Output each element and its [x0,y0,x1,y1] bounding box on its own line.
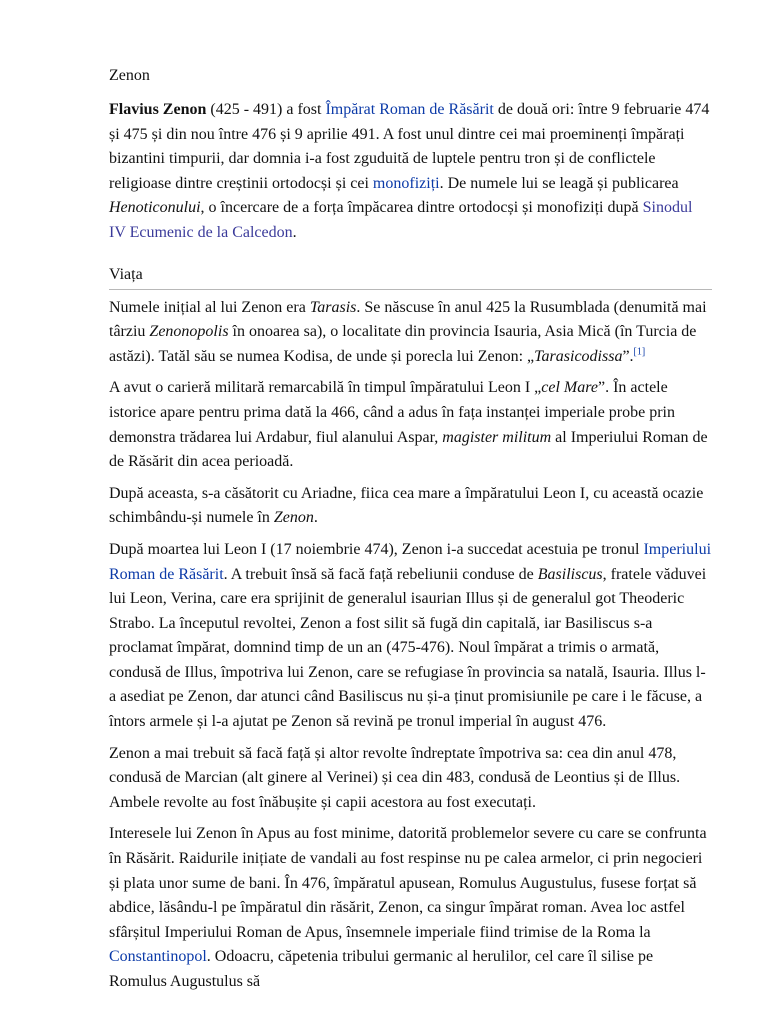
paragraph-text: Interesele lui Zenon în Apus au fost minime, datorită problemelor severe cu care se confrunta în Răsărit. Raidurile inițiate de vandali au fost respinse nu pe calea armelor, ci prin negocieri și plata unor sume de bani. În 476, împăratul apusean, Romulus Augustulus, fusese forțat să abdice, lăsându-l pe împăratul din răsărit, Zenon, ca singur împărat roman. Avea loc astfel sfârșitul Imperiului Roman de Apus, însemnele imperiale fiind trimise de la Roma la [109,825,707,941]
italic-term: Zenonopolis [149,323,229,341]
intro-text: . De numele lui se leagă și publicarea [439,174,679,192]
italic-term: Tarasis [309,298,357,316]
intro-text: (425 - 491) a fost [206,101,326,118]
italic-term: Tarasicodissa [534,347,623,365]
link-constantinople[interactable]: Constantinopol [109,948,207,966]
paragraph-revolts: Zenon a mai trebuit să facă față și altor revolte îndreptate împotriva sa: cea din anul 478, condusă de Marcian (alt ginere al Verinei) și cea din 483, condusă de Leontius și de Illus. Ambele revolte au fost înăbușite și capii acestora au fost executați. [109,744,681,811]
italic-term: magister militum [442,428,552,446]
intro-paragraph [109,98,712,246]
paragraph-text: A avut o carieră militară remarcabilă în timpul împăratului Leon I „ [109,379,542,397]
henoticon-term: Henoticonului [109,199,201,217]
paragraph-text: în onoarea sa), o localitate din provincia Isauria, Asia Mică (în Turcia de astăzi). Tatăl său se numea Kodisa, de unde și porecla lui Zenon: „ [109,323,697,365]
paragraph-text: al Imperiului Roman de de Răsărit din acea perioadă. [109,428,708,471]
paragraph-text: . [313,509,318,527]
paragraph-origins [109,296,712,370]
paragraph-text: După moartea lui Leon I (17 noiembrie 474), Zenon i-a succedat acestuia pe tronul [109,540,644,558]
paragraph-text: ”. [622,347,634,365]
link-monophysites[interactable]: monofiziți [372,174,440,192]
intro-text: , o încercare de a forța împăcarea dintre ortodocși și monofiziți după [200,199,643,217]
reference-link[interactable]: [1] [633,346,646,358]
document-title: Zenon [109,67,150,84]
section-heading-life: Viața [109,264,712,290]
paragraph-text: . A trebuit însă să facă față rebeliunii conduse de [223,565,538,583]
paragraph-text: ”. În actele istorice apare pentru prima dată la 466, când a adus în fața instanței imperiale probe prin demonstra trădarea lui Ardabur, fiul alanului Aspar, [109,379,675,446]
link-eastern-roman-empire[interactable]: Imperiului Roman de Răsărit [109,540,712,583]
paragraph-text: . Se născuse în anul 425 la Rusumblada (denumită mai târziu [109,298,707,341]
subject-name: Flavius Zenon [109,101,207,118]
paragraph-text: . Odoacru, căpetenia tribului germanic al herulilor, cel care îl silise pe Romulus Augustulus să [109,948,654,990]
italic-term: Zenon [273,509,314,527]
intro-text: de două ori: între 9 februarie 474 și 475 și din nou între 476 și 9 aprilie 491. A fost unul dintre cei mai proeminenți împărați bizantini timpurii, dar domnia i-a fost zguduită de luptele pentru tron și de conflictele religioase dintre creștinii ortodocși și cei [109,101,710,192]
paragraph-text: , fratele văduvei lui Leon, Verina, care era sprijinit de generalul isaurian Illus și de generalul got Theoderic Strabo. La începutul revoltei, Zenon a fost silit să fugă din capitală, iar Basiliscus s-a proclamat împărat, domnind timp de un an (475-476). Noul împărat a trimis o armată, condusă de Illus, împotriva lui Zenon, care se refugiase în provincia sa natală, Isauria. Illus l-a asediat pe Zenon, dar atunci când Basiliscus nu și-a ținut promisiunile pe care i le făcuse, a întors armele și l-a ajutat pe Zenon să revină pe tronul imperial în august 476. [109,565,707,731]
paragraph-marriage [109,482,712,531]
paragraph-succession [109,538,712,735]
italic-term: cel Mare [541,379,598,397]
paragraph-text: După aceasta, s-a căsătorit cu Ariadne, fiica cea mare a împăratului Leon I, cu această ocazie schimbându-și numele în [109,484,704,527]
paragraph-west [109,822,712,994]
intro-text: . [292,223,297,241]
paragraph-military-career [109,376,712,474]
paragraph-text: Numele inițial al lui Zenon era [109,298,310,316]
italic-term: Basiliscus [537,565,603,583]
link-council-chalcedon[interactable]: Sinodul IV Ecumenic de la Calcedon [109,199,693,241]
link-eastern-roman-emperor[interactable]: Împărat Roman de Răsărit [325,101,494,118]
